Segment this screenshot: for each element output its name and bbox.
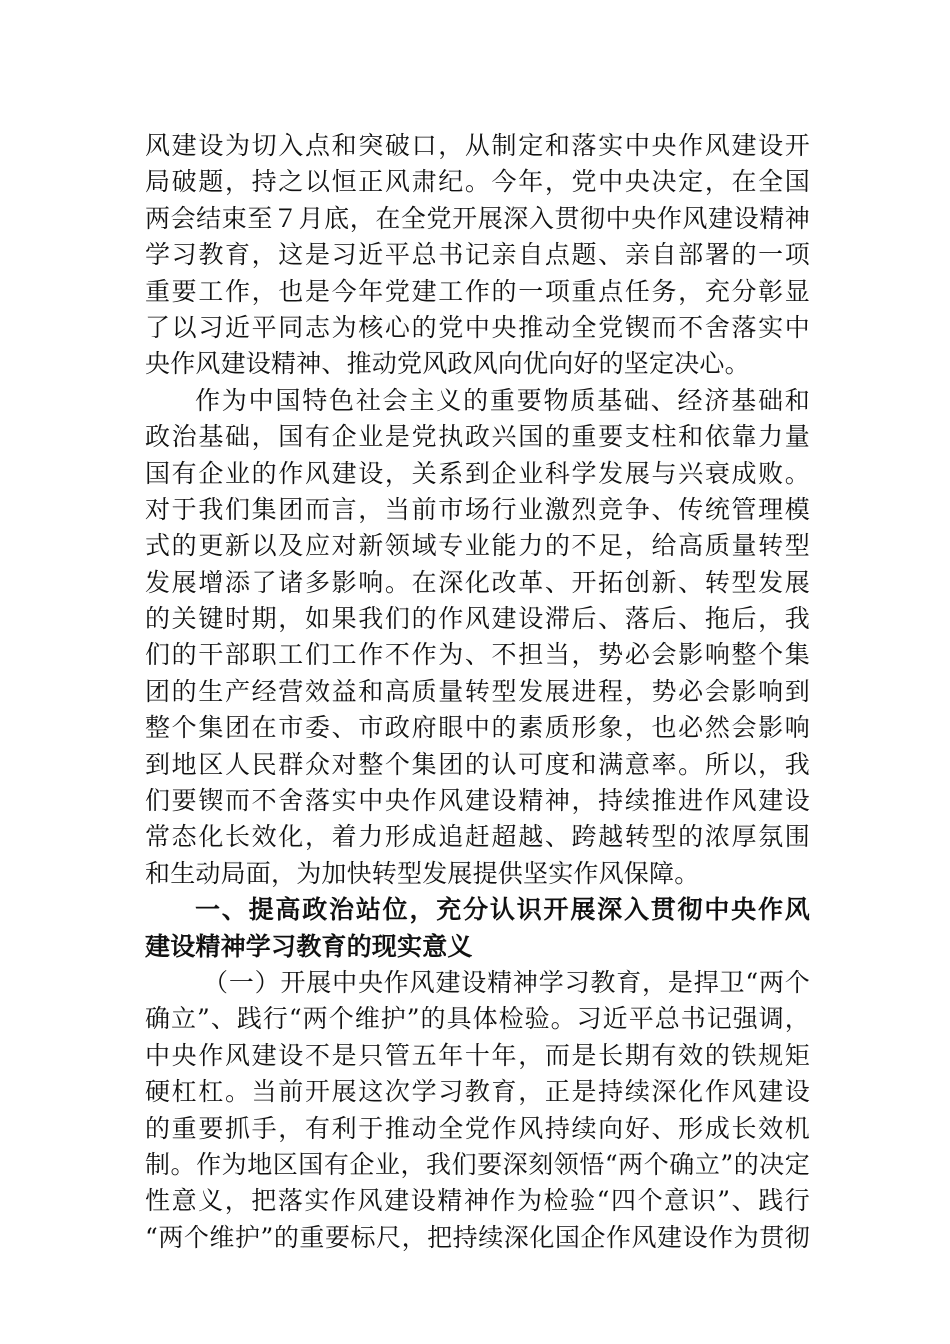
text-line: “两个维护”的重要标尺，把持续深化国企作风建设作为贯彻 bbox=[145, 1222, 810, 1252]
text-line: 确立”、践行“两个维护”的具体检验。习近平总书记强调， bbox=[145, 1004, 810, 1034]
text-line: 重要工作，也是今年党建工作的一项重点任务，充分彰显 bbox=[145, 276, 810, 306]
section-heading: 建设精神学习教育的现实意义 bbox=[145, 931, 473, 961]
text-line: 作为中国特色社会主义的重要物质基础、经济基础和 bbox=[195, 385, 810, 415]
text-line: 发展增添了诸多影响。在深化改革、开拓创新、转型发展 bbox=[145, 567, 810, 597]
text-line: 对于我们集团而言，当前市场行业激烈竞争、传统管理模 bbox=[145, 494, 810, 524]
text-line: 制。作为地区国有企业，我们要深刻领悟“两个确立”的决定 bbox=[145, 1149, 810, 1179]
text-line: 局破题，持之以恒正风肃纪。今年，党中央决定，在全国 bbox=[145, 167, 810, 197]
text-line: 式的更新以及应对新领域专业能力的不足，给高质量转型 bbox=[145, 531, 810, 561]
text-line: 们要锲而不舍落实中央作风建设精神，持续推进作风建设 bbox=[145, 786, 810, 816]
text-line: 政治基础，国有企业是党执政兴国的重要支柱和依靠力量 bbox=[145, 422, 810, 452]
text-line: 到地区人民群众对整个集团的认可度和满意率。所以，我 bbox=[145, 749, 810, 779]
text-line: 性意义，把落实作风建设精神作为检验“四个意识”、践行 bbox=[145, 1186, 810, 1216]
text-line: 学习教育，这是习近平总书记亲自点题、亲自部署的一项 bbox=[145, 240, 810, 270]
text-line: （一）开展中央作风建设精神学习教育，是捍卫“两个 bbox=[203, 967, 810, 997]
document-body bbox=[145, 128, 810, 1256]
text-line: 的重要抓手，有利于推动全党作风持续向好、形成长效机 bbox=[145, 1113, 810, 1143]
text-line: 风建设为切入点和突破口，从制定和落实中央作风建设开 bbox=[145, 131, 810, 160]
text-line: 央作风建设精神、推动党风政风向优向好的坚定决心。 bbox=[145, 349, 750, 379]
text-line: 和生动局面，为加快转型发展提供坚实作风保障。 bbox=[145, 858, 700, 888]
text-line: 们的干部职工们工作不作为、不担当，势必会影响整个集 bbox=[145, 640, 810, 670]
text-line: 整个集团在市委、市政府眼中的素质形象，也必然会影响 bbox=[145, 713, 810, 743]
text-line: 硬杠杠。当前开展这次学习教育，正是持续深化作风建设 bbox=[145, 1077, 810, 1107]
text-line: 团的生产经营效益和高质量转型发展进程，势必会影响到 bbox=[145, 676, 810, 706]
text-line: 国有企业的作风建设，关系到企业科学发展与兴衰成败。 bbox=[145, 458, 810, 488]
section-heading: 一、提高政治站位，充分认识开展深入贯彻中央作风 bbox=[195, 895, 810, 925]
text-line: 的关键时期，如果我们的作风建设滞后、落后、拖后，我 bbox=[145, 604, 810, 634]
text-line: 两会结束至７月底，在全党开展深入贯彻中央作风建设精神 bbox=[145, 203, 810, 233]
text-line: 了以习近平同志为核心的党中央推动全党锲而不舍落实中 bbox=[145, 312, 810, 342]
text-line: 中央作风建设不是只管五年十年，而是长期有效的铁规矩 bbox=[145, 1040, 810, 1070]
text-line: 常态化长效化，着力形成追赶超越、跨越转型的浓厚氛围 bbox=[145, 822, 810, 852]
